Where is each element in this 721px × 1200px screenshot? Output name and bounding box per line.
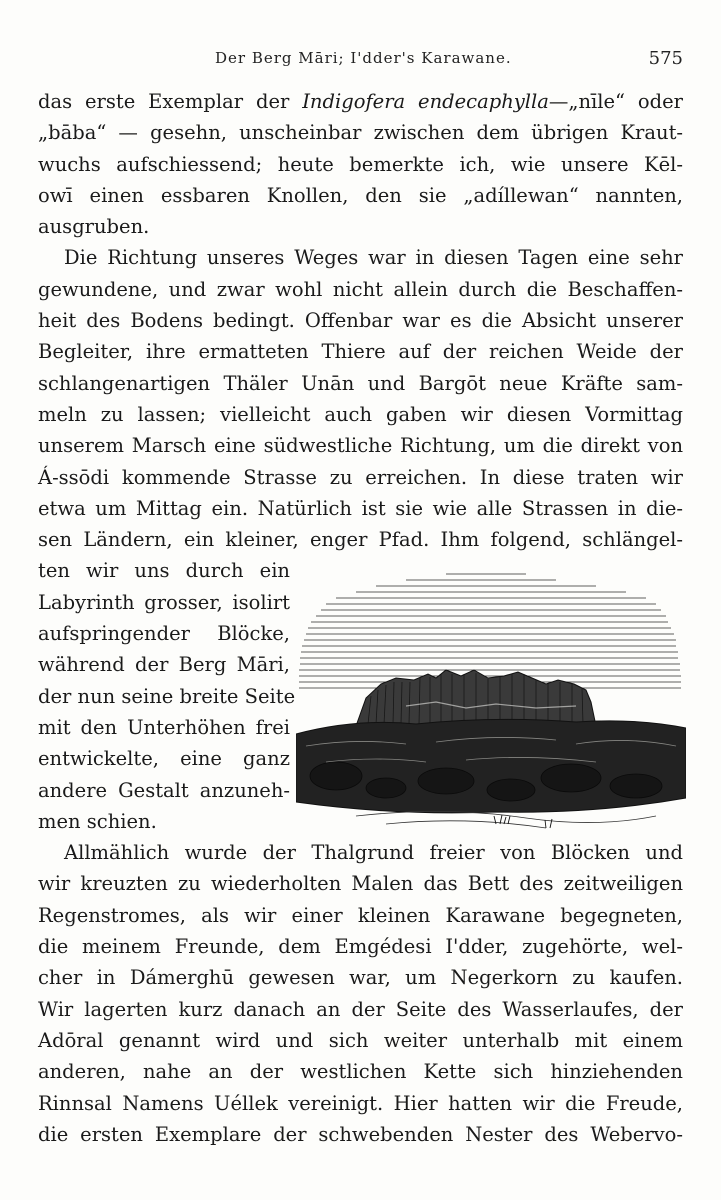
text-line: entwickelte, eine ganz [38, 747, 290, 771]
text-line: mit den Unterhöhen frei [38, 715, 290, 739]
grass-tufts [494, 815, 552, 828]
text-line: owī einen essbaren Knollen, den sie „adíllewan“ nannten, [38, 183, 683, 207]
text-line: cher in Dámerghū gewesen war, um Negerkorn zu kaufen. [38, 966, 683, 990]
text-line: Regenstromes, als wir einer kleinen Karawane begegneten, [38, 903, 683, 927]
text-line: etwa um Mittag ein. Natürlich ist sie wie alle Strassen in die- [38, 496, 683, 520]
text-line: Rinnsal Namens Uéllek vereinigt. Hier hatten wir die Freude, [38, 1091, 683, 1115]
text-line: ten wir uns durch ein [38, 559, 290, 583]
text-line: unserem Marsch eine südwestliche Richtung, um die direkt von [38, 434, 683, 458]
text-line: „bāba“ — gesehn, unscheinbar zwischen dem übrigen Kraut- [38, 121, 683, 145]
text-line: sen Ländern, ein kleiner, enger Pfad. Ihm folgend, schlängel- [38, 528, 683, 552]
engraving-illustration [296, 566, 686, 841]
running-head: Der Berg Māri; I'dder's Karawane. [215, 49, 512, 67]
text-line: wuchs aufschiessend; heute bemerkte ich, wie unsere Kēl- [38, 152, 683, 176]
text-line: andere Gestalt anzuneh- [38, 778, 290, 802]
text-line: heit des Bodens bedingt. Offenbar war es die Absicht unserer [38, 309, 683, 333]
text-line: gewundene, und zwar wohl nicht allein durch die Beschaffen- [38, 277, 683, 301]
species-name: Indigofera endecaphylla [302, 90, 549, 113]
text-line: wir kreuzten zu wiederholten Malen das Bett des zeitweiligen [38, 872, 683, 896]
text-line: Allmählich wurde der Thalgrund freier von Blöcken und [64, 841, 683, 865]
text-line: Á-ssōdi kommende Strasse zu erreichen. In diese traten wir [38, 465, 683, 489]
text-line: ausgruben. [38, 215, 150, 239]
text-line: schlangenartigen Thäler Unān und Bargōt neue Kräfte sam- [38, 371, 683, 395]
foreground-path [356, 811, 656, 828]
page-number: 575 [648, 48, 683, 69]
text-line: während der Berg Māri, [38, 653, 290, 677]
text-line: der nun seine breite Seite [38, 684, 296, 708]
text-line: die meinem Freunde, dem Emgédesi I'dder, zugehörte, wel- [38, 935, 683, 959]
paragraph-1 [38, 86, 683, 242]
text-line: Wir lagerten kurz danach an der Seite des Wasserlaufes, der [38, 997, 683, 1021]
text-line: Begleiter, ihre ermatteten Thiere auf der reichen Weide der [38, 340, 683, 364]
text-line [38, 86, 683, 117]
mountain-engraving [296, 566, 686, 841]
page-header [0, 44, 721, 74]
text-line: Die Richtung unseres Weges war in diesen Tagen eine sehr [64, 246, 683, 270]
text-line: men schien. [38, 809, 157, 833]
text-line: Adōral genannt wird und sich weiter unterhalb mit einem [38, 1028, 683, 1052]
text-line: anderen, nahe an der westlichen Kette sich hinziehenden [38, 1060, 683, 1084]
paragraph-3 [38, 837, 683, 1150]
sky-hatching [299, 574, 681, 688]
text-line: aufspringender Blöcke, [38, 622, 290, 646]
text-fragment: —„nīle“ oder [548, 90, 683, 113]
text-line: die ersten Exemplare der schwebenden Nester des Webervo- [38, 1122, 683, 1146]
text-line: Labyrinth grosser, isolirt [38, 590, 290, 614]
text-line: meln zu lassen; vielleicht auch gaben wir diesen Vormittag [38, 402, 683, 426]
text-fragment: das erste Exemplar der [38, 90, 303, 113]
